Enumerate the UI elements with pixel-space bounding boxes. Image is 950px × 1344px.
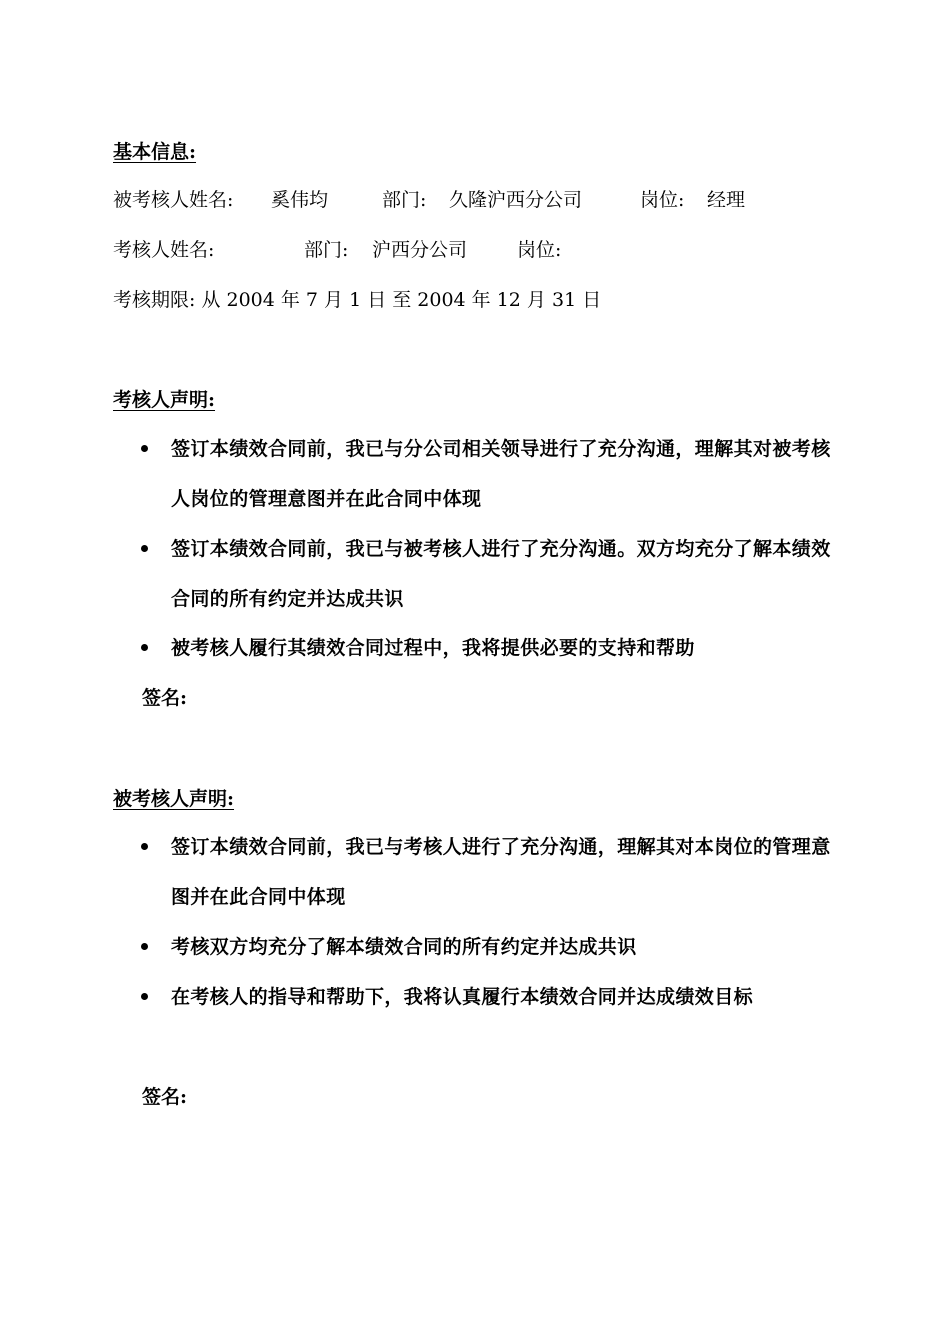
assessee-statement-item: 考核双方均充分了解本绩效合同的所有约定并达成共识 (171, 936, 637, 958)
assessor-name-label: 考核人姓名: (113, 239, 215, 261)
assessee-name: 奚伟均 (271, 189, 329, 211)
basic-info-heading: 基本信息: (113, 141, 197, 163)
assessor-statement-item: 签订本绩效合同前，我已与被考核人进行了充分沟通。双方均充分了解本绩效合同的所有约定并达成共识 (171, 538, 831, 610)
bullet-icon (141, 935, 161, 959)
assessee-post-label: 岗位: (640, 189, 685, 211)
assessor-signature-label: 签名: (142, 687, 188, 709)
assessee-info-row (113, 188, 873, 212)
assessment-period: 考核期限: 从 2004 年 7 月 1 日 至 2004 年 12 月 31 日 (113, 289, 602, 311)
assessee-dept: 久隆沪西分公司 (449, 189, 583, 211)
assessee-post: 经理 (707, 189, 746, 211)
assessor-statement-item: 被考核人履行其绩效合同过程中，我将提供必要的支持和帮助 (171, 637, 695, 659)
bullet-icon (141, 537, 161, 561)
assessor-statement-heading: 考核人声明: (113, 389, 216, 411)
assessee-statement-heading: 被考核人声明: (113, 788, 235, 810)
bullet-icon (141, 985, 161, 1009)
assessor-info-row (113, 238, 873, 262)
assessor-dept-label: 部门: (304, 239, 349, 261)
bullet-icon (141, 437, 161, 461)
assessee-statement-item: 在考核人的指导和帮助下，我将认真履行本绩效合同并达成绩效目标 (171, 986, 754, 1008)
assessee-signature-label: 签名: (142, 1086, 188, 1108)
assessor-post-label: 岗位: (517, 239, 562, 261)
bullet-icon (141, 636, 161, 660)
assessor-statement-item: 签订本绩效合同前，我已与分公司相关领导进行了充分沟通，理解其对被考核人岗位的管理意图并在此合同中体现 (171, 438, 831, 510)
assessee-statement-item: 签订本绩效合同前，我已与考核人进行了充分沟通，理解其对本岗位的管理意图并在此合同中体现 (171, 836, 831, 908)
assessor-dept: 沪西分公司 (372, 239, 468, 261)
assessee-dept-label: 部门: (382, 189, 427, 211)
bullet-icon (141, 835, 161, 859)
assessee-name-label: 被考核人姓名: (113, 189, 234, 211)
